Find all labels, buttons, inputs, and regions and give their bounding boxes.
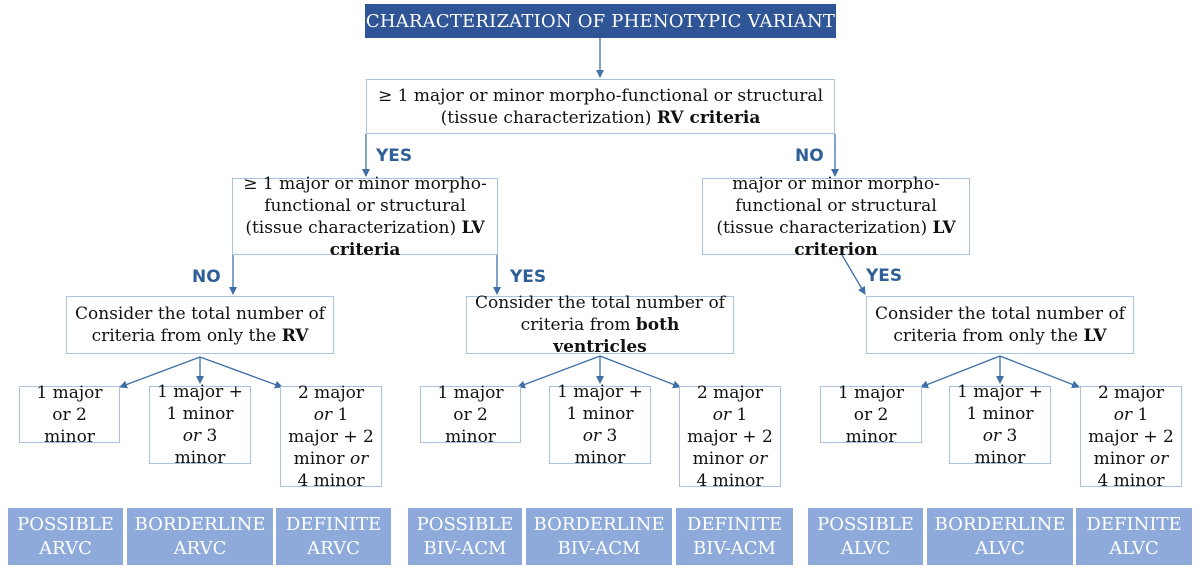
lv-criterion-text: major or minor morpho-functional or structural (tissue characterization)	[716, 173, 940, 238]
count-definite-biv: 2 major or 1 major + 2 minor or 4 minor	[679, 386, 781, 487]
count-possible-biv: 1 major or 2 minor	[420, 386, 521, 443]
lv-criterion-question	[702, 173, 970, 260]
label-yes-lv: YES	[510, 267, 547, 287]
result-possible-alvc: POSSIBLE ALVC	[808, 508, 923, 565]
consider-both-bold: both ventricles	[553, 315, 680, 357]
consider-both-box	[466, 293, 734, 357]
result-borderline-arvc: BORDERLINE ARVC	[127, 508, 273, 565]
diagram-title: CHARACTERIZATION OF PHENOTYPIC VARIANT	[365, 4, 836, 38]
rv-question-bold: RV criteria	[656, 107, 761, 128]
count-definite-rv: 2 major or 1 major + 2 minor or 4 minor	[280, 386, 382, 487]
count-borderline-rv: 1 major + 1 minor or 3 minor	[149, 386, 251, 464]
result-definite-arvc: DEFINITE ARVC	[276, 508, 391, 565]
result-possible-biv: POSSIBLE BIV-ACM	[408, 508, 522, 565]
consider-rv-text: Consider the total number of criteria from only the	[75, 304, 325, 346]
consider-both-text: Consider the total number of criteria from	[475, 293, 725, 335]
rv-criteria-question	[366, 79, 835, 134]
result-definite-alvc: DEFINITE ALVC	[1076, 508, 1192, 565]
consider-rv-bold: RV	[281, 326, 309, 346]
consider-lv-box	[866, 296, 1134, 354]
consider-lv-text: Consider the total number of criteria from only the	[875, 304, 1125, 346]
label-yes-lvc: YES	[866, 266, 903, 286]
result-possible-arvc: POSSIBLE ARVC	[8, 508, 123, 565]
count-borderline-biv: 1 major + 1 minor or 3 minor	[549, 386, 651, 464]
label-no-lv: NO	[192, 267, 221, 287]
result-definite-biv: DEFINITE BIV-ACM	[676, 508, 793, 565]
consider-rv-box	[66, 296, 334, 354]
result-borderline-biv: BORDERLINE BIV-ACM	[526, 508, 672, 565]
lv-criteria-question	[232, 173, 498, 260]
lv-question-bold: LV criteria	[329, 217, 485, 260]
consider-lv-bold: LV	[1083, 326, 1107, 346]
rv-question-text: ≥ 1 major or minor morpho-functional or structural (tissue characterization)	[377, 85, 824, 128]
lv-question-text: ≥ 1 major or minor morpho-functional or structural (tissue characterization)	[243, 173, 487, 238]
label-yes-rv: YES	[376, 146, 413, 166]
label-no-rv: NO	[795, 146, 824, 166]
count-possible-rv: 1 major or 2 minor	[19, 386, 120, 443]
count-borderline-lv: 1 major + 1 minor or 3 minor	[949, 386, 1051, 464]
result-borderline-alvc: BORDERLINE ALVC	[927, 508, 1073, 565]
lv-criterion-bold: LV criterion	[794, 217, 956, 260]
arrow-lvq-yes	[842, 255, 865, 294]
count-definite-lv: 2 major or 1 major + 2 minor or 4 minor	[1080, 386, 1182, 487]
count-possible-lv: 1 major or 2 minor	[820, 386, 922, 443]
